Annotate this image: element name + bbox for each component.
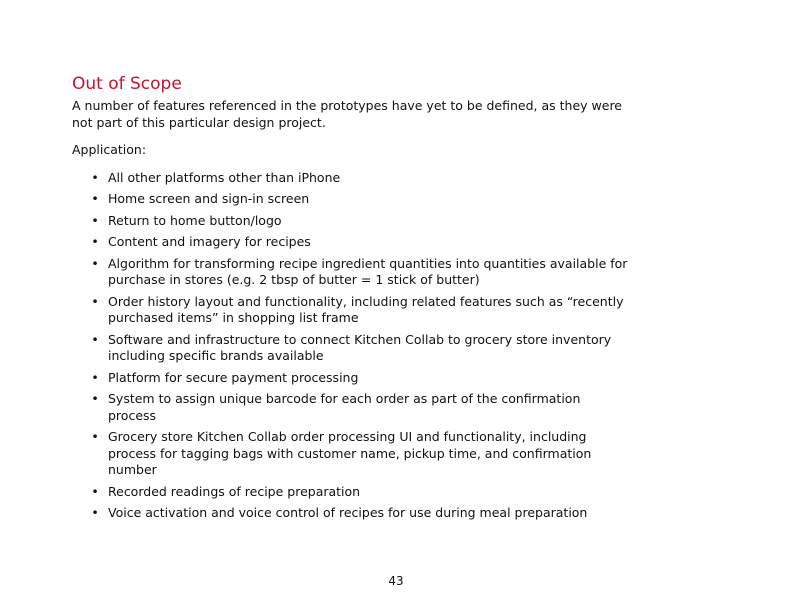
list-item: [72, 484, 632, 501]
list-item-text: Voice activation and voice control of recipes for use during meal preparation: [108, 505, 588, 520]
list-item: [72, 429, 632, 479]
list-item: [72, 191, 632, 208]
page-number: 43: [388, 574, 404, 588]
bullet-icon: •: [91, 429, 99, 444]
bullet-icon: •: [91, 191, 99, 206]
list-item-text: Platform for secure payment processing: [108, 369, 359, 385]
bullet-icon: •: [91, 331, 99, 347]
out-of-scope-list: [72, 170, 632, 522]
bullet-icon: •: [91, 293, 99, 309]
application-label: Application:: [72, 142, 147, 157]
bullet-icon: •: [91, 255, 99, 271]
list-item: [72, 294, 632, 327]
bullet-icon: •: [91, 212, 99, 228]
bullet-icon: •: [91, 169, 99, 185]
list-item: [72, 332, 632, 365]
bullet-icon: •: [91, 505, 99, 520]
list-item: [72, 234, 632, 251]
list-item: [72, 391, 632, 424]
list-item-text: Software and infrastructure to connect Kitchen Collab to grocery store inventory including specific brands available: [108, 331, 612, 363]
list-item: [72, 370, 632, 387]
list-item-text: Algorithm for transforming recipe ingredient quantities into quantities available for purchase in stores (e.g. 2 tbsp of butter = 1 stick of butter): [108, 255, 628, 287]
list-item: [72, 170, 632, 187]
list-item: [72, 256, 632, 289]
bullet-icon: •: [91, 391, 99, 406]
bullet-icon: •: [91, 234, 99, 249]
list-item-text: Recorded readings of recipe preparation: [108, 483, 361, 499]
bullet-icon: •: [91, 369, 99, 385]
document-body: [72, 73, 632, 527]
list-item-text: Content and imagery for recipes: [108, 234, 311, 249]
list-item-text: All other platforms other than iPhone: [108, 169, 341, 185]
list-item-text: Grocery store Kitchen Collab order processing UI and functionality, including process for tagging bags with customer name, pickup time, and confirmation number: [108, 429, 592, 477]
list-item-text: Return to home button/logo: [108, 212, 282, 228]
list-item: [72, 505, 632, 522]
bullet-icon: •: [91, 483, 99, 499]
list-item-text: Order history layout and functionality, including related features such as “recently purchased items” in shopping list frame: [108, 293, 624, 325]
intro-paragraph: A number of features referenced in the prototypes have yet to be defined, as they were not part of this particular design project.: [72, 98, 622, 130]
section-heading: Out of Scope: [72, 74, 182, 94]
list-item: [72, 213, 632, 230]
list-item-text: System to assign unique barcode for each order as part of the confirmation process: [108, 391, 581, 423]
list-item-text: Home screen and sign-in screen: [108, 191, 310, 206]
